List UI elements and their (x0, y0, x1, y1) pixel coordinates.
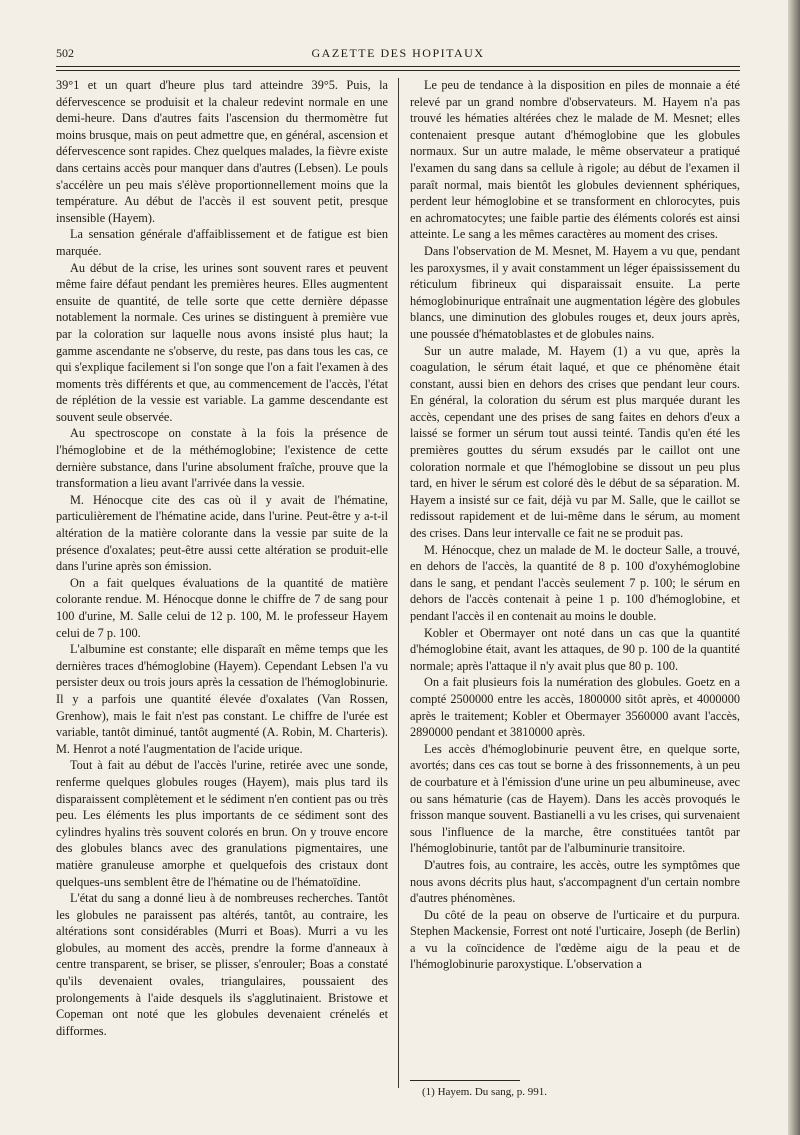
paragraph: L'état du sang a donné lieu à de nombreuses recherches. Tantôt les globules ne paraissent pas altérés, tantôt, au contraire, les altérations sont considérables (Murri et Boas). Murri a vu les globules, au moment des accès, prendre la forme d'anneaux à centre transparent, se briser, se plisser, s'enrouler; Boas a constaté qu'ils devenaient ovales, triangulaires, poussaient des prolongements à l'aide desquels ils s'agglutinaient. Bristowe et Copeman ont noté que les globules devenaient crénelés et difformes. (56, 891, 388, 1038)
paragraph: Les accès d'hémoglobinurie peuvent être, en quelque sorte, avortés; dans ces cas tout se borne à des frissonnements, à un peu de courbature et à l'émission d'une urine un peu albumineuse, avec ou sans hématurie (cas de Hayem). Dans les accès provoqués le frisson manque souvent. Bastianelli a vu les crises, qui survenaient sous l'influence de la marche, être constituées tantôt par l'hémoglobinurie, tantôt par de l'albuminurie transitoire. (410, 741, 740, 856)
paragraph: Tout à fait au début de l'accès l'urine, retirée avec une sonde, renferme quelques globules rouges (Hayem), mais plus tard ils disparaissent complètement et le sédiment n'en contient pas ou très peu. Les éléments les plus importants de ce sédiment sont des cylindres hyalins très souvent colorés en brun. On y trouve encore des globules blancs avec des granulations pigmentaires, une matière granuleuse amorphe et quelquefois des cristaux dont quelques-uns semblent être de l'hématine ou de l'hématoïdine. (56, 758, 388, 889)
page-edge (788, 0, 800, 1135)
footnote-rule (410, 1080, 520, 1081)
paragraph: Kobler et Obermayer ont noté dans un cas que la quantité d'hémoglobine était, avant les attaques, de 90 p. 100 de la quantité normale; après l'attaque il n'y avait plus que 80 p. 100. (410, 625, 740, 673)
header-rule (56, 66, 740, 67)
paragraph: Dans l'observation de M. Mesnet, M. Hayem a vu que, pendant les paroxysmes, il y avait constamment un léger épaississement du réticulum fibrineux qui disparaissait ensuite. La perte hémoglobinurique entraînait une augmentation légère des globules blancs, une diminution des globules rouges et, deux jours après, une poussée d'hématoblastes et de globules nains. (410, 243, 740, 341)
paragraph: L'albumine est constante; elle disparaît en même temps que les dernières traces d'hémoglobine (Hayem). Cependant Lebsen l'a vu persister deux ou trois jours après la cessation de l'hémoglobinurie. Il y a parfois une quantité élevée d'oxalates (Van Rossen, Grenhow), mais le fait n'est pas constant. Le chiffre de l'urée est variable, tantôt diminué, tantôt augmenté (A. Robin, M. Charteris). M. Henrot a noté l'augmentation de l'acide urique. (56, 642, 388, 756)
left-column (56, 77, 388, 1039)
paragraph: Le peu de tendance à la disposition en piles de monnaie a été relevé par un grand nombre d'observateurs. M. Hayem n'a pas trouvé les hématies altérées chez le malade de M. Mesnet; elles contenaient presque autant d'hémoglobine que les globules normaux. Sur un autre malade, le même observateur a pratiqué l'examen du sang dans sa cellule à rigole; au début de l'examen il paraît normal, mais bientôt les globules deviennent sphériques, perdent leur hémoglobine et se transforment en chlorocytes, puis en achromatocytes; une faible partie des éléments colorés est ainsi atteinte. Le sang a les mêmes caractères au moment des crises. (410, 78, 740, 242)
page-header (56, 42, 740, 64)
paragraph: Sur un autre malade, M. Hayem (1) a vu que, après la coagulation, le sérum était laqué, et que ce phénomène était constant, aussi bien en dehors des crises que pendant leur cours. En général, la coloration du sérum est plus marquée durant les accès, cependant une des prises de sang faites en dehors d'eux a laissé se former un sérum tout aussi teinté. Tandis qu'en été les premières gouttes du sérum exsudés par le caillot ont une coloration normale et que l'hémoglobine se dissout un peu plus tard, en hiver le sérum est coloré dès le début de sa séparation. M. Hayem a insisté sur ce fait, déjà vu par M. Salle, que le caillot se redissout rapidement et de lui-même dans le sérum, au moment des crises. Dans leur intervalle ce fait ne se produit pas. (410, 343, 740, 541)
paragraph: La sensation générale d'affaiblissement et de fatigue est bien marquée. (56, 227, 388, 258)
paragraph: Au début de la crise, les urines sont souvent rares et peuvent même faire défaut pendant les premières heures. Elles augmentent ensuite de quantité, de telle sorte que cette dernière dépasse notablement la normale. Ces urines se distinguent à première vue par la coloration sur laquelle nous avons insisté plus haut; la gamme ascendante ne s'observe, du reste, pas dans tous les cas, ce qui s'explique facilement si l'on songe que l'on a fait l'examen à des moments très différents et que, au commencement de l'accès, l'état de réplétion de la vessie est variable. La gamme descendante est souvent seule observée. (56, 260, 388, 424)
header-rule-thin (56, 70, 740, 71)
paragraph: On a fait plusieurs fois la numération des globules. Goetz en a compté 2500000 entre les accès, 1800000 sitôt après, et 4000000 après le traitement; Kobler et Obermayer 3560000 avant l'accès, 2890000 pendant et 3810000 après. (410, 675, 740, 740)
paragraph: M. Hénocque, chez un malade de M. le docteur Salle, a trouvé, en dehors de l'accès, la quantité de 8 p. 100 d'oxyhémoglobine dans le sang, et pendant l'accès seulement 7 p. 100; le sérum en dehors de l'accès contenait à peine 1 p. 100 d'hémoglobine, et pendant l'accès il en contenait au moins le double. (410, 542, 740, 623)
paragraph: On a fait quelques évaluations de la quantité de matière colorante rendue. M. Hénocque donne le chiffre de 7 de sang pour 100 d'urine, M. Salle celui de 12 p. 100, M. le professeur Hayem celui de 7 p. 100. (56, 575, 388, 640)
column-divider (398, 78, 399, 1088)
paragraph: Du côté de la peau on observe de l'urticaire et du purpura. Stephen Mackensie, Forrest ont noté l'urticaire, Joseph (de Berlin) a vu la coïncidence de l'œdème aigu de la peau et de l'hémoglobinurie paroxystique. L'observation a (410, 907, 740, 972)
paragraph: Au spectroscope on constate à la fois la présence de l'hémoglobine et de la méthémoglobine; l'existence de cette dernière substance, dans l'urine absolument fraîche, prouve que la transformation a lieu avant l'arrivée dans la vessie. (56, 426, 388, 491)
page-number: 502 (56, 46, 74, 60)
running-head: GAZETTE DES HOPITAUX (311, 46, 485, 60)
paragraph: M. Hénocque cite des cas où il y avait de l'hématine, particulièrement de l'hématine acide, dans l'urine. Peut-être y a-t-il altération de la matière colorante dans la vessie par suite de la présence d'oxalates; peut-être aussi cette altération se produit-elle dans l'urine après son émission. (56, 492, 388, 574)
footnote: (1) Hayem. Du sang, p. 991. (422, 1086, 547, 1098)
right-column (410, 77, 740, 973)
paragraph: 39°1 et un quart d'heure plus tard atteindre 39°5. Puis, la défervescence se produisit et la chaleur redevint normale en une demi-heure. Dans d'autres faits l'ascension du thermomètre fut moins brusque, mais on peut admettre que, en général, ascension et défervescence sont rapides. Chez quelques malades, la fièvre existe dans certains accès pour manquer dans d'autres (Lebsen). Le pouls s'accélère un peu mais s'élève proportionnellement moins que la température. Au début de l'accès il est souvent petit, presque insensible (Hayem). (56, 78, 388, 225)
paragraph: D'autres fois, au contraire, les accès, outre les symptômes que nous avons décrits plus haut, s'accompagnent d'un certain nombre d'autres phénomènes. (410, 857, 740, 906)
